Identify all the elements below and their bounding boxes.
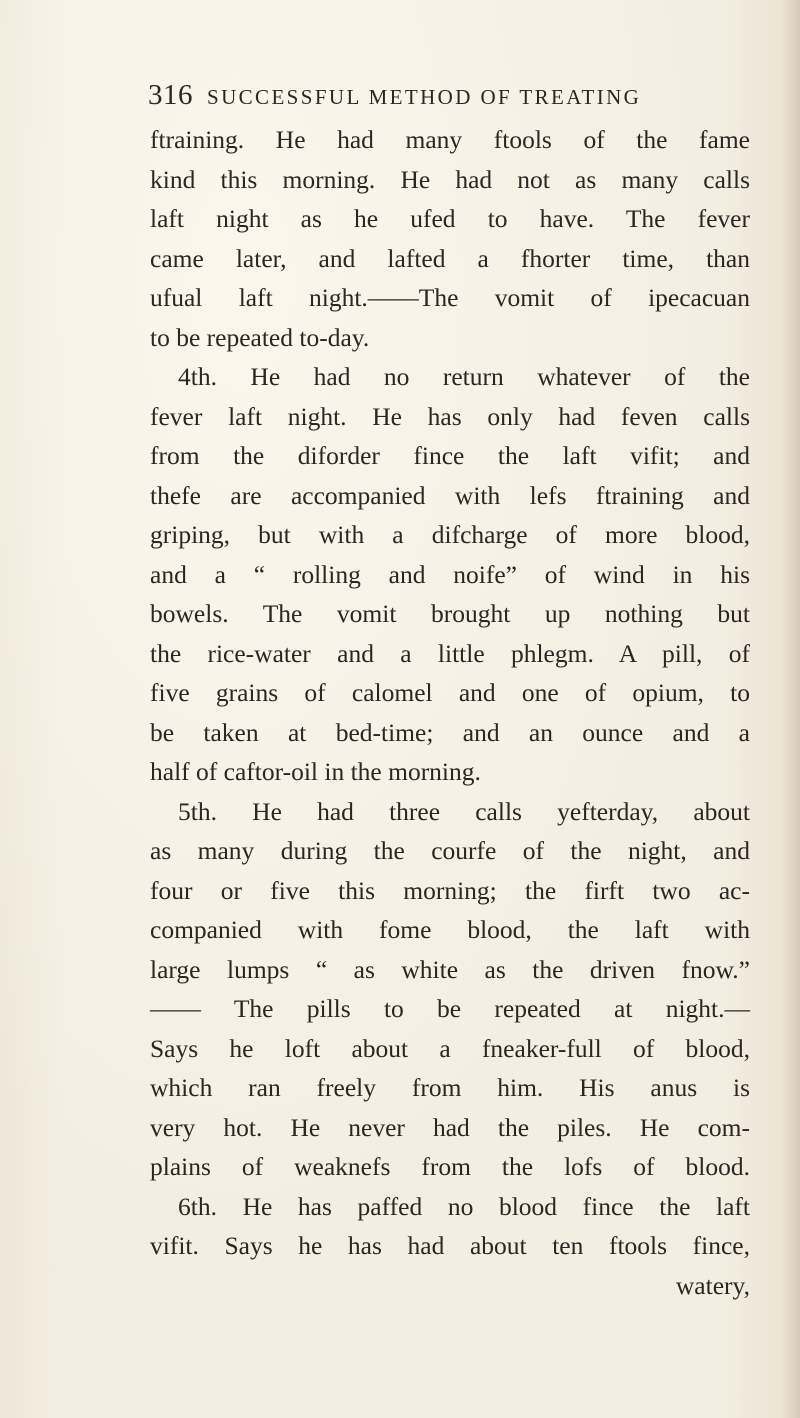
text-line: which ran freely from him. His anus is bbox=[150, 1073, 750, 1102]
text-line: laft night as he ufed to have. The fever bbox=[150, 204, 750, 233]
text-line: came later, and lafted a fhorter time, than bbox=[150, 243, 750, 273]
text-line: half of caftor-oil in the morning. bbox=[150, 757, 481, 786]
text-line: as many during the courfe of the night, and bbox=[150, 836, 750, 865]
page-number: 316 bbox=[148, 79, 193, 111]
text-line: 6th. He has paffed no blood fince the laft bbox=[178, 1191, 750, 1221]
text-line: companied with fome blood, the laft with bbox=[150, 915, 750, 944]
text-line: very hot. He never had the piles. He com- bbox=[150, 1112, 750, 1142]
text-line: fever laft night. He has only had feven calls bbox=[150, 401, 750, 431]
body-text bbox=[150, 120, 750, 1305]
text-line: 4th. He had no return whatever of the bbox=[178, 362, 750, 391]
text-line: the rice-water and a little phlegm. A pill, of bbox=[150, 638, 750, 668]
text-line: griping, but with a difcharge of more blood, bbox=[150, 520, 750, 549]
text-line: large lumps “ as white as the driven fnow.” bbox=[150, 954, 750, 984]
text-line: four or five this morning; the firft two ac- bbox=[150, 875, 750, 905]
text-line: Says he loft about a fneaker-full of blood, bbox=[150, 1033, 750, 1063]
text-line: kind this morning. He had not as many calls bbox=[150, 164, 750, 194]
text-line: vifit. Says he has had about ten ftools fince, bbox=[150, 1231, 750, 1260]
text-line: ufual laft night.——The vomit of ipecacuan bbox=[150, 283, 750, 312]
text-line: ftraining. He had many ftools of the fame bbox=[150, 125, 750, 154]
text-line: —— The pills to be repeated at night.— bbox=[150, 994, 750, 1023]
text-line: to be repeated to-day. bbox=[150, 322, 370, 352]
running-head: SUCCESSFUL METHOD OF TREATING bbox=[207, 85, 642, 109]
text-line: be taken at bed-time; and an ounce and a bbox=[150, 717, 750, 747]
page-header bbox=[148, 79, 668, 119]
text-line: plains of weaknefs from the lofs of blood. bbox=[150, 1152, 750, 1181]
text-line: five grains of calomel and one of opium, to bbox=[150, 678, 750, 707]
page-edge-shadow bbox=[782, 0, 800, 1418]
text-line: and a “ rolling and noife” of wind in his bbox=[150, 559, 750, 589]
text-line: thefe are accompanied with lefs ftraining and bbox=[150, 480, 750, 510]
text-line: 5th. He had three calls yefterday, about bbox=[178, 796, 750, 826]
text-line: from the diforder fince the laft vifit; and bbox=[150, 441, 750, 470]
catchword: watery, bbox=[675, 1270, 750, 1300]
text-line: bowels. The vomit brought up nothing but bbox=[150, 599, 750, 628]
